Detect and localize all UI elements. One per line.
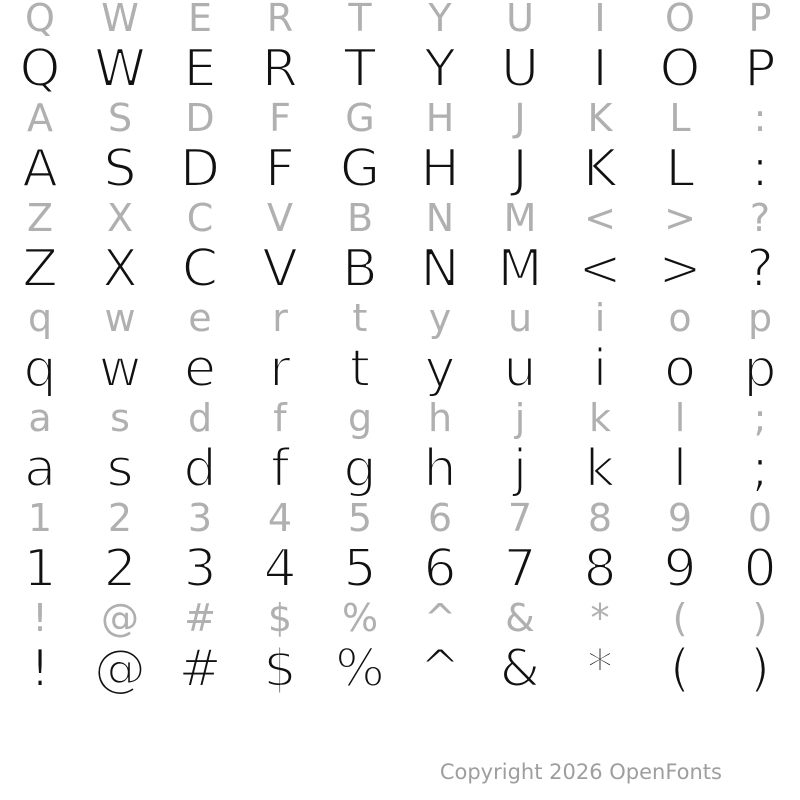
glyph-cell: >: [658, 239, 702, 299]
glyph-cell: o: [668, 296, 692, 340]
glyph-cell: T: [344, 39, 376, 99]
glyph-cell: Y: [424, 39, 456, 99]
glyph-cell: j: [512, 439, 528, 499]
glyph-cell: R: [261, 39, 299, 99]
glyph-cell: P: [744, 39, 776, 99]
glyph-cell: W: [101, 0, 139, 40]
glyph-cell: l: [674, 396, 686, 440]
glyph-cell: i: [594, 296, 606, 340]
glyph-cell: J: [514, 96, 526, 140]
glyph-cell: h: [423, 439, 457, 499]
glyph-cell: X: [106, 196, 134, 240]
glyph-cell: :: [753, 96, 767, 140]
glyph-cell: 9: [667, 496, 693, 540]
glyph-cell: &: [499, 639, 541, 699]
glyph-cell: a: [28, 396, 52, 440]
glyph-cell: L: [669, 96, 691, 140]
glyph-cell: $: [267, 596, 293, 640]
glyph-cell: g: [347, 396, 373, 440]
glyph-cell: 4: [263, 539, 297, 599]
glyph-cell: <: [578, 239, 622, 299]
specimen-row-symbols-row: [0, 638, 800, 700]
glyph-cell: #: [178, 639, 222, 699]
glyph-cell: p: [743, 339, 777, 399]
glyph-cell: O: [659, 39, 701, 99]
glyph-cell: t: [352, 296, 368, 340]
glyph-cell: e: [184, 339, 216, 399]
glyph-cell: d: [187, 396, 213, 440]
glyph-cell: Z: [26, 196, 54, 240]
glyph-cell: ;: [751, 439, 769, 499]
glyph-cell: k: [584, 439, 616, 499]
glyph-cell: f: [270, 439, 290, 499]
specimen-row-uppercase-home-row: [0, 138, 800, 200]
reference-row-uppercase-home-row: [0, 94, 800, 142]
glyph-cell: D: [185, 96, 215, 140]
glyph-cell: M: [497, 239, 543, 299]
specimen-row-digits-row: [0, 538, 800, 600]
glyph-cell: >: [664, 196, 696, 240]
glyph-cell: a: [24, 439, 56, 499]
glyph-cell: C: [181, 239, 219, 299]
glyph-cell: h: [427, 396, 453, 440]
glyph-cell: F: [269, 96, 291, 140]
glyph-cell: 7: [503, 539, 537, 599]
glyph-cell: 3: [187, 496, 213, 540]
glyph-cell: ): [749, 639, 771, 699]
reference-row-symbols-row: [0, 594, 800, 642]
glyph-cell: 1: [27, 496, 53, 540]
glyph-cell: <: [584, 196, 616, 240]
glyph-cell: E: [183, 39, 217, 99]
glyph-cell: 8: [583, 539, 617, 599]
glyph-cell: *: [590, 596, 610, 640]
specimen-row-uppercase-top-row: [0, 38, 800, 100]
glyph-cell: O: [665, 0, 695, 40]
glyph-cell: 5: [343, 539, 377, 599]
glyph-cell: ?: [746, 239, 774, 299]
glyph-cell: 3: [183, 539, 217, 599]
glyph-cell: C: [186, 196, 214, 240]
glyph-cell: S: [103, 139, 137, 199]
specimen-row-lowercase-home-row: [0, 438, 800, 500]
glyph-cell: V: [267, 196, 293, 240]
glyph-cell: 6: [423, 539, 457, 599]
glyph-cell: Q: [25, 0, 55, 40]
glyph-cell: H: [425, 96, 455, 140]
glyph-cell: 8: [587, 496, 613, 540]
glyph-cell: K: [582, 139, 618, 199]
glyph-cell: R: [266, 0, 294, 40]
glyph-cell: 2: [103, 539, 137, 599]
glyph-cell: 0: [747, 496, 773, 540]
glyph-cell: ?: [749, 196, 771, 240]
glyph-cell: D: [179, 139, 221, 199]
glyph-cell: r: [269, 339, 291, 399]
glyph-cell: t: [349, 339, 371, 399]
glyph-cell: 7: [507, 496, 533, 540]
glyph-cell: Z: [22, 239, 58, 299]
glyph-cell: ): [752, 596, 768, 640]
glyph-cell: (: [669, 639, 691, 699]
glyph-cell: &: [505, 596, 535, 640]
glyph-cell: ;: [753, 396, 767, 440]
reference-row-lowercase-home-row: [0, 394, 800, 442]
reference-row-lowercase-top-row: [0, 294, 800, 342]
glyph-cell: U: [506, 0, 534, 40]
glyph-cell: X: [102, 239, 138, 299]
glyph-cell: A: [22, 139, 58, 199]
glyph-cell: s: [106, 439, 134, 499]
glyph-cell: I: [592, 39, 608, 99]
glyph-cell: F: [265, 139, 295, 199]
glyph-cell: f: [273, 396, 287, 440]
glyph-cell: G: [345, 96, 375, 140]
glyph-cell: r: [272, 296, 288, 340]
glyph-cell: w: [98, 339, 142, 399]
glyph-cell: W: [94, 39, 146, 99]
glyph-cell: M: [503, 196, 537, 240]
glyph-cell: j: [514, 396, 526, 440]
glyph-cell: ^: [418, 639, 462, 699]
glyph-cell: B: [346, 196, 374, 240]
glyph-cell: T: [348, 0, 372, 40]
glyph-cell: #: [184, 596, 216, 640]
glyph-cell: $: [263, 639, 297, 699]
glyph-cell: 0: [743, 539, 777, 599]
glyph-cell: 6: [427, 496, 453, 540]
specimen-row-lowercase-top-row: [0, 338, 800, 400]
glyph-cell: V: [262, 239, 298, 299]
glyph-cell: u: [503, 339, 537, 399]
glyph-cell: I: [594, 0, 606, 40]
glyph-cell: o: [664, 339, 696, 399]
reference-row-uppercase-top-row: [0, 0, 800, 42]
glyph-cell: %: [335, 639, 385, 699]
glyph-cell: 2: [107, 496, 133, 540]
glyph-cell: H: [420, 139, 460, 199]
glyph-cell: A: [27, 96, 53, 140]
glyph-cell: y: [428, 296, 452, 340]
glyph-cell: l: [672, 439, 688, 499]
glyph-cell: J: [512, 139, 528, 199]
glyph-cell: 4: [267, 496, 293, 540]
glyph-cell: B: [342, 239, 378, 299]
glyph-cell: Y: [428, 0, 452, 40]
glyph-cell: U: [500, 39, 540, 99]
glyph-cell: i: [592, 339, 608, 399]
glyph-cell: %: [341, 596, 379, 640]
glyph-cell: 1: [23, 539, 57, 599]
copyright-text: Copyright 2026 OpenFonts: [439, 760, 722, 784]
glyph-cell: d: [183, 439, 217, 499]
glyph-cell: p: [747, 296, 773, 340]
glyph-cell: *: [587, 639, 613, 699]
glyph-cell: e: [188, 296, 212, 340]
glyph-cell: s: [110, 396, 130, 440]
glyph-cell: g: [343, 439, 377, 499]
glyph-cell: !: [29, 639, 51, 699]
glyph-cell: P: [748, 0, 772, 40]
glyph-cell: (: [672, 596, 688, 640]
glyph-cell: N: [420, 239, 460, 299]
glyph-cell: K: [587, 96, 613, 140]
glyph-cell: k: [588, 396, 611, 440]
glyph-cell: 5: [347, 496, 373, 540]
glyph-cell: Q: [19, 39, 61, 99]
reference-row-digits-row: [0, 494, 800, 542]
glyph-cell: q: [23, 339, 57, 399]
glyph-cell: q: [27, 296, 53, 340]
glyph-cell: y: [424, 339, 456, 399]
glyph-cell: N: [425, 196, 455, 240]
glyph-cell: !: [32, 596, 48, 640]
glyph-cell: w: [104, 296, 136, 340]
glyph-cell: :: [751, 139, 769, 199]
glyph-cell: @: [101, 596, 139, 640]
glyph-cell: u: [507, 296, 533, 340]
glyph-cell: ^: [424, 596, 456, 640]
glyph-cell: @: [94, 639, 146, 699]
glyph-cell: G: [339, 139, 381, 199]
glyph-cell: S: [107, 96, 133, 140]
specimen-row-uppercase-bottom-row: [0, 238, 800, 300]
glyph-cell: E: [187, 0, 212, 40]
glyph-cell: 9: [663, 539, 697, 599]
glyph-cell: L: [665, 139, 695, 199]
reference-row-uppercase-bottom-row: [0, 194, 800, 242]
